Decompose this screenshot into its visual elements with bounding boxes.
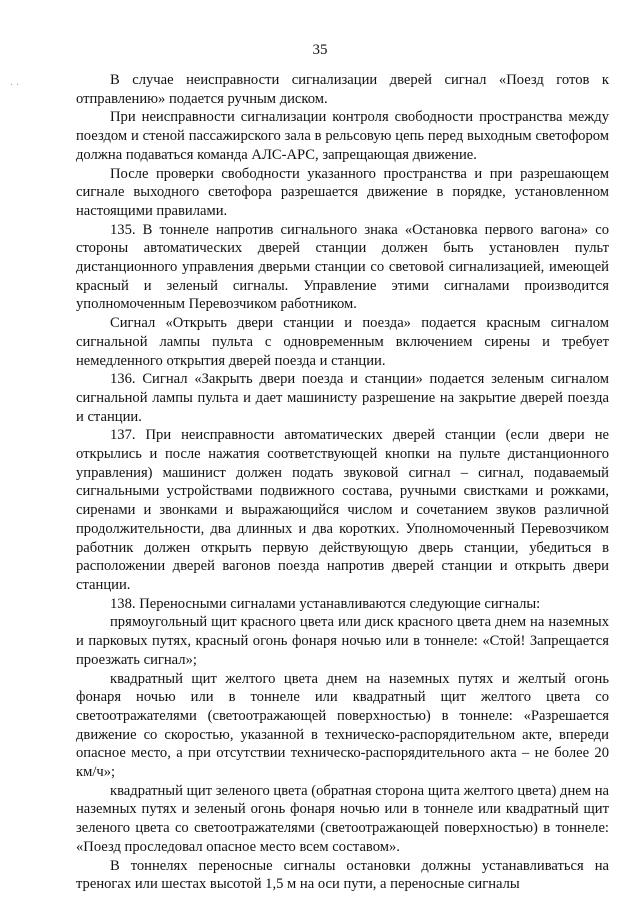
paragraph-11: квадратный щит зеленого цвета (обратная сторона щита желтого цвета) днем на наземных путях и зеленый огонь фонаря ночью или в тоннеле или квадратный щит зеленого цвета со светоотражателями (светоотражающей поверхностью) в тоннеле: «Поезд проследовал опасное место всем составом». [76,782,609,855]
paragraph-9: прямоугольный щит красного цвета или диск красного цвета днем на наземных и парковых путях, красный огонь фонаря ночью или в тоннеле: «Стой! Запрещается проезжать сигнал»; [76,614,609,668]
paragraph-8: 138. Переносными сигналами устанавливаются следующие сигналы: [110,595,541,612]
paragraph-10: квадратный щит желтого цвета днем на наземных путях и желтый огонь фонаря ночью или в тоннеле или квадратный щит желтого цвета со светоотражателями (светоотражающей поверхностью) в тоннеле: «Разрешается движение со скоростью, указанной в техническо-распорядительном акте, впереди опасное место, а при отсутствии техническо-распорядительного акта – не более 20 км/ч»; [76,670,609,781]
paragraph-7: 137. При неисправности автоматических дверей станции (если двери не открылись и после нажатия соответствующей кнопки на пульте дистанционного управления) машинист должен подать звуковой сигнал – сигнал, подаваемый сигнальными устройствами подвижного состава, ручными свистками и рожками, сиренами и звонками и выражающийся числом и сочетанием звуков различной продолжительности, два длинных и два коротких. Уполномоченный Перевозчиком работник должен открыть первую действующую дверь станции, убедиться в расположении дверей вагонов поезда напротив дверей станции и открыть двери станции. [76,427,609,593]
page-number: 35 [312,42,328,58]
paragraph-6: 136. Сигнал «Закрыть двери поезда и станции» подается зеленым сигналом сигнальной лампы пульта и дает машинисту разрешение на закрытие дверей поезда и станции. [76,371,609,425]
document-body [76,71,609,894]
paragraph-2: При неисправности сигнализации контроля свободности пространства между поездом и стеной пассажирского зала в рельсовую цепь перед выходным светофором должна подаваться команда АЛС-АРС, запрещающая движение. [76,109,609,163]
paragraph-12: В тоннелях переносные сигналы остановки должны устанавливаться на треногах или шестах высотой 1,5 м на оси пути, а переносные сигналы [76,857,609,893]
paragraph-4: 135. В тоннеле напротив сигнального знака «Остановка первого вагона» со стороны автоматических дверей станции должен быть установлен пульт дистанционного управления дверьми станции со световой сигнализацией, имеющей красный и зеленый сигналы. Управление этими сигналами производится уполномоченным Перевозчиком работником. [76,221,609,313]
paragraph-3: После проверки свободности указанного пространства и при разрешающем сигнале выходного светофора разрешается движение в порядке, установленном настоящими правилами. [76,165,609,219]
paragraph-1: В случае неисправности сигнализации дверей сигнал «Поезд готов к отправлению» подается ручным диском. [76,72,609,107]
paragraph-5: Сигнал «Открыть двери станции и поезда» подается красным сигналом сигнальной лампы пульта с одновременным включением сирены и требует немедленного открытия дверей поезда и станции. [76,315,609,369]
scan-mark: · · [10,80,20,91]
